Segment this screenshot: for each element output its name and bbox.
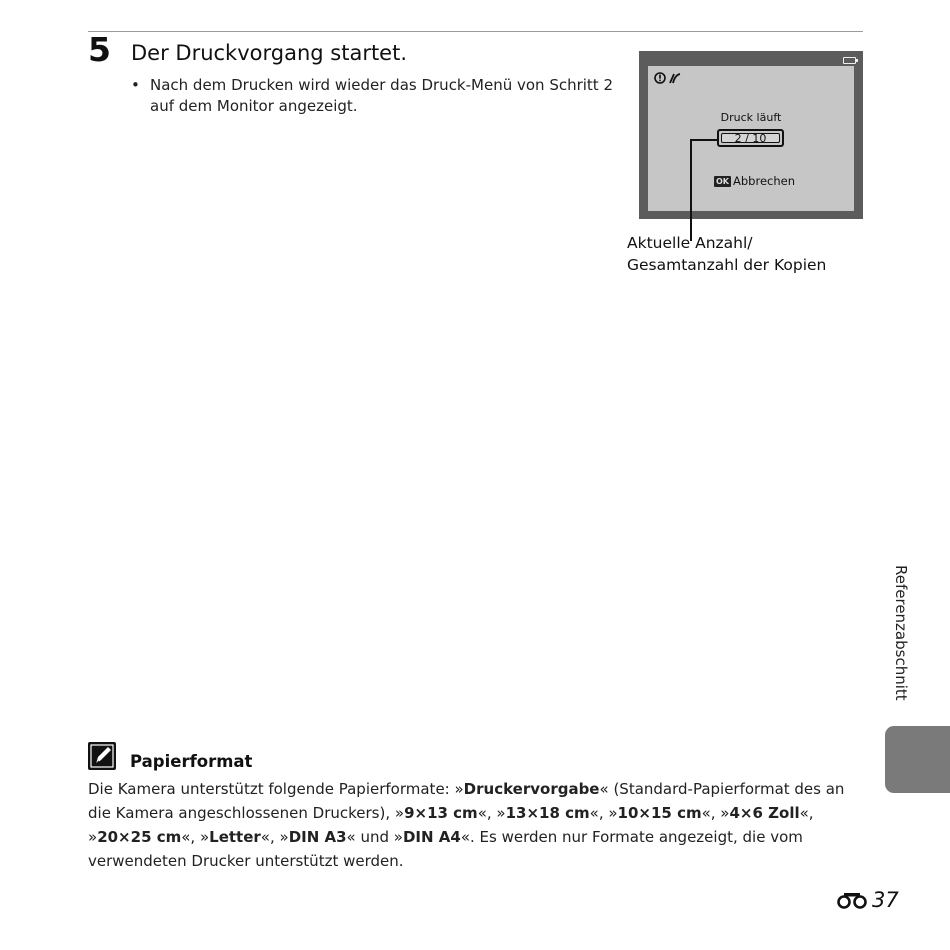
- bullet-text: Nach dem Drucken wird wieder das Druck-Menü von Schritt 2 auf dem Monitor angezeigt.: [150, 76, 614, 115]
- side-tab-label: Referenzabschnitt: [892, 565, 910, 701]
- reference-section-icon: [836, 891, 870, 909]
- page-number: [836, 888, 899, 912]
- note-text-segment: « und »: [346, 828, 403, 846]
- step-bullet: [131, 75, 621, 117]
- paper-size-letter: Letter: [209, 828, 261, 846]
- note-text-segment: «, »: [477, 804, 506, 822]
- note-body: [88, 777, 868, 873]
- callout-label: [627, 232, 826, 276]
- note-pencil-icon: [88, 742, 116, 770]
- cancel-hint: [714, 174, 795, 188]
- note-text-segment: Die Kamera unterstützt folgende Papierformate: »: [88, 780, 464, 798]
- note-text-segment: « (Standard-Papierformat des an die Kamera angeschlossenen Druckers), »: [88, 780, 845, 822]
- note-text-segment: «, »: [589, 804, 618, 822]
- printing-status-label: Druck läuft: [720, 111, 782, 124]
- note-text-segment: «, »: [260, 828, 289, 846]
- callout-label-line1: Aktuelle Anzahl/: [627, 234, 753, 252]
- paper-size-9x13: 9×13 cm: [404, 804, 478, 822]
- top-rule: [88, 31, 863, 32]
- paper-size-10x15: 10×15 cm: [617, 804, 702, 822]
- battery-icon: [843, 57, 856, 64]
- monitor-screen: [648, 66, 854, 211]
- camera-monitor: [639, 51, 863, 219]
- note-text-segment: «, »: [181, 828, 210, 846]
- page-number-value: 37: [872, 888, 899, 912]
- paper-size-din-a3: DIN A3: [288, 828, 347, 846]
- ok-button-icon: OK: [716, 177, 729, 186]
- note-text-segment: «, »: [88, 804, 814, 846]
- paper-size-default: Druckervorgabe: [463, 780, 600, 798]
- copy-counter: [717, 129, 784, 147]
- step-title: Der Druckvorgang startet.: [131, 41, 408, 65]
- note-text-segment: «. Es werden nur Formate angezeigt, die vom verwendeten Drucker unterstützt werden.: [88, 828, 803, 870]
- paper-size-13x18: 13×18 cm: [505, 804, 590, 822]
- paper-size-din-a4: DIN A4: [402, 828, 461, 846]
- pictbridge-status-icon: [654, 71, 684, 85]
- step-number: 5: [88, 30, 111, 69]
- cancel-label: Abbrechen: [733, 174, 795, 188]
- callout-line-vertical: [690, 139, 692, 241]
- note-text-segment: «, »: [701, 804, 730, 822]
- paper-size-4x6: 4×6 Zoll: [729, 804, 800, 822]
- callout-line-horizontal: [690, 139, 718, 141]
- copy-count-value: 2 / 10: [721, 133, 780, 143]
- status-icons: [654, 71, 684, 89]
- side-tab: [885, 726, 950, 793]
- note-title: Papierformat: [130, 752, 253, 771]
- paper-size-20x25: 20×25 cm: [97, 828, 182, 846]
- callout-label-line2: Gesamtanzahl der Kopien: [627, 256, 827, 274]
- bullet-dot-icon: •: [131, 76, 140, 94]
